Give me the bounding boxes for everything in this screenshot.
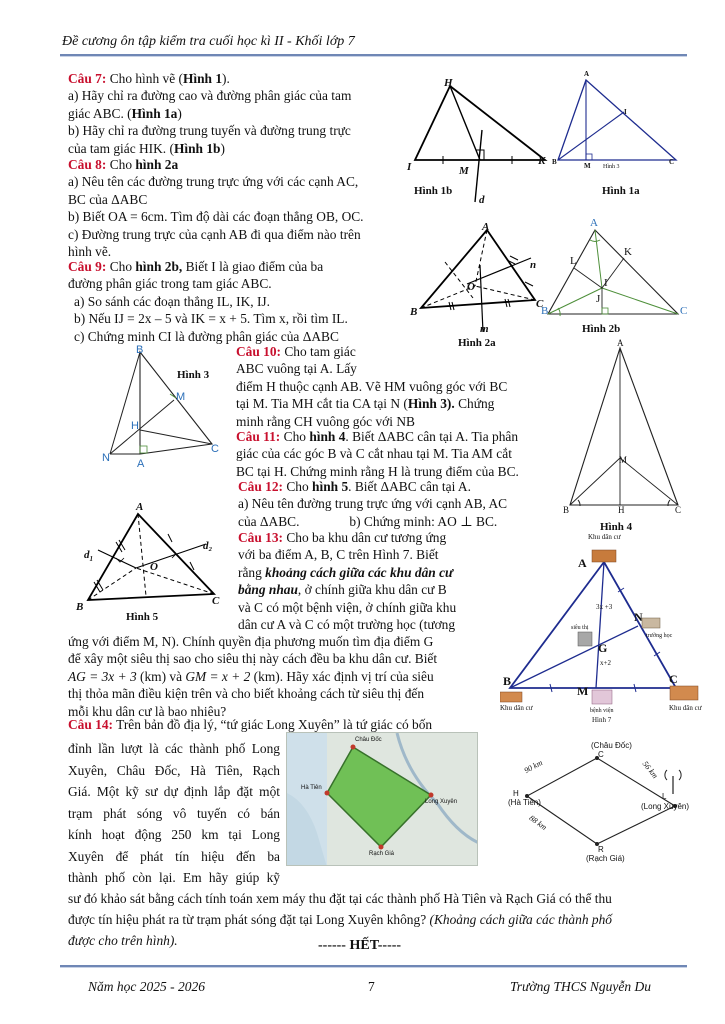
fig3-label-m: M bbox=[176, 391, 186, 403]
q13-text-5: và C có một bệnh viện, ở chính giữa khu bbox=[238, 599, 457, 615]
fig3-label-n: N bbox=[102, 452, 110, 464]
fig7-label-m: M bbox=[577, 684, 589, 698]
q14-note: (Khoảng cách giữa các thành phố bbox=[426, 912, 612, 927]
question-7 bbox=[68, 70, 398, 157]
q7-fig-1b-ref: Hình 1b bbox=[173, 140, 221, 156]
q7-text-end: ). bbox=[222, 71, 230, 86]
fig7-label-g: G bbox=[598, 641, 608, 655]
q7-part-b: b) Hãy chỉ ra đường trung tuyến và đường trung trực bbox=[68, 123, 351, 139]
q14-text-3: Xuyên, Châu Đốc, Hà Tiên, Rạch bbox=[68, 762, 280, 778]
fig7-hospital-label: bệnh viện bbox=[590, 708, 614, 714]
fig3-label-h: H bbox=[131, 420, 139, 432]
fig1a-label-a: A bbox=[584, 70, 590, 78]
q9-part-a: a) So sánh các đoạn thẳng IL, IK, IJ. bbox=[74, 293, 270, 309]
q14-text-9: sư đó khảo sát bằng cách tính toán xem máy thu đặt tại các thành phố Hà Tiên và Rạch Giá có thể thu bbox=[68, 891, 612, 906]
fig1a-caption: Hình 1a bbox=[602, 185, 640, 197]
fig2b-label-k: K bbox=[624, 246, 632, 258]
question-9 bbox=[68, 258, 398, 345]
q10-text-4-end: Chứng bbox=[454, 396, 495, 412]
fig1b-caption: Hình 1b bbox=[414, 185, 453, 197]
q9-part-c: c) Chứng minh CI là đường phân giác của ΔABC bbox=[74, 328, 339, 344]
diag-label-h: H bbox=[513, 789, 519, 798]
diag-label-longxuyen: (Long Xuyên) bbox=[641, 802, 690, 811]
q14-text-2: đỉnh lần lượt là các thành phố Long bbox=[68, 741, 280, 756]
q11-text-3: BC tại H. Chứng minh rằng H là trung điểm của BC. bbox=[236, 463, 519, 479]
header-rule bbox=[60, 54, 687, 57]
q10-text-3: điểm H thuộc cạnh AB. Vẽ HM vuông góc với BC bbox=[236, 378, 508, 394]
q13-label: Câu 13: bbox=[238, 530, 284, 545]
q14-text: Trên bản đồ địa lý, “tứ giác Long Xuyên” là tứ giác có bốn bbox=[116, 717, 433, 732]
fig3-label-c: C bbox=[211, 443, 219, 455]
q10-text: Cho tam giác bbox=[284, 344, 356, 359]
fig2b-label-b: B bbox=[541, 305, 549, 317]
q9-text-end: Biết I là giao điểm của ba bbox=[182, 259, 324, 274]
fig5-caption: Hình 5 bbox=[126, 611, 159, 623]
figure-7 bbox=[500, 548, 710, 728]
fig2b-label-a: A bbox=[590, 217, 598, 229]
q7-paren-end: ) bbox=[220, 140, 225, 156]
fig1b-label-i: I bbox=[407, 161, 412, 173]
fig2a-label-b: B bbox=[410, 306, 418, 318]
map-label-chaudoc: Châu Đốc bbox=[355, 737, 382, 743]
fig3-label-b: B bbox=[136, 344, 144, 356]
q14-text-7: Xuyên để phát tín hiệu đến ba bbox=[68, 848, 280, 864]
diag-dist-90: 90 km bbox=[522, 758, 544, 776]
q7-part-b-cont: của tam giác HIK. ( bbox=[68, 140, 174, 156]
q7-paren: ) bbox=[177, 105, 182, 121]
q11-text-end: . Biết ΔABC cân tại A. Tia phân bbox=[345, 429, 519, 444]
question-10 bbox=[236, 343, 556, 430]
diag-label-c: C bbox=[598, 750, 604, 759]
q11-label: Câu 11: bbox=[236, 429, 281, 444]
q8-part-a: a) Nêu tên các đường trung trực ứng với các cạnh AC, bbox=[68, 174, 359, 190]
q14-text-10: được tín hiệu phát ra từ trạm phát sóng đặt tại Long Xuyên không? bbox=[68, 912, 427, 927]
fig4-label-b: B bbox=[563, 505, 570, 515]
q13-text-7: ứng với điểm M, N). Chính quyền địa phương muốn tìm địa điểm G bbox=[68, 634, 434, 649]
q9-label: Câu 9: bbox=[68, 259, 107, 274]
question-13-bottom bbox=[68, 633, 498, 720]
footer-school: Trường THCS Nguyễn Du bbox=[510, 979, 651, 994]
fig1b-label-h: H bbox=[444, 77, 453, 89]
q12-part-a-cont: của ΔABC. bbox=[238, 513, 300, 529]
q13-emphasis: khoảng cách giữa các khu dân cư bbox=[265, 564, 454, 580]
fig1a-label-i: I bbox=[624, 108, 627, 116]
q14-text-8: thành phố còn lại. Em hãy giúp kỹ bbox=[68, 870, 280, 885]
diag-dist-88: 88 km bbox=[527, 813, 549, 832]
q13-formula-ag: AG = 3x + 3 bbox=[68, 668, 137, 684]
q10-text-4: tại M. Tia MH cắt tia CA tại N ( bbox=[236, 396, 408, 412]
q8-part-a-cont: BC của ΔABC bbox=[68, 191, 148, 207]
fig5-d1-sub: 1 bbox=[89, 555, 93, 564]
fig7-label-b: B bbox=[503, 674, 512, 688]
fig2b-caption: Hình 2b bbox=[582, 323, 621, 335]
figure-5 bbox=[80, 502, 230, 614]
fig7-gm-label: x+2 bbox=[600, 659, 611, 667]
fig2a-caption: Hình 2a bbox=[458, 337, 496, 349]
question-8 bbox=[68, 156, 398, 261]
end-marker: ------ HẾT----- bbox=[318, 938, 402, 953]
fig7-market-label: siêu thị bbox=[571, 625, 589, 631]
fig1b-label-d: d bbox=[479, 194, 485, 206]
q7-fig-ref: Hình 1 bbox=[182, 71, 223, 86]
page-number: 7 bbox=[368, 979, 375, 994]
q12-text-end: . Biết ΔABC cân tại A. bbox=[348, 479, 471, 494]
question-14-first bbox=[68, 716, 498, 733]
q10-text-2: ABC vuông tại A. Lấy bbox=[236, 361, 357, 377]
diag-label-rachgia: (Rạch Giá) bbox=[586, 854, 625, 863]
fig7-top-label: Khu dân cư bbox=[588, 533, 621, 541]
fig2b-label-i: I bbox=[604, 277, 608, 289]
fig1b-label-k: K bbox=[538, 155, 546, 167]
q12-label: Câu 12: bbox=[238, 479, 284, 494]
q11-text-2: giác của các góc B và C cắt nhau tại M. Tia AM cắt bbox=[236, 446, 512, 462]
fig2a-label-c: C bbox=[536, 298, 544, 310]
q14-text-5: trạm phát sóng vô tuyến có bán bbox=[68, 805, 280, 821]
diag-dist-56: 56 km bbox=[640, 759, 660, 781]
q13-text: Cho ba khu dân cư tương ứng bbox=[286, 530, 447, 545]
question-13-top bbox=[238, 529, 508, 634]
map-label-hatien: Hà Tiên bbox=[301, 785, 322, 791]
q12-fig-ref: hình 5 bbox=[312, 479, 349, 494]
fig1a-label-m: M bbox=[584, 162, 591, 170]
fig5-d1-letter: d bbox=[84, 549, 90, 561]
fig2a-label-o: O bbox=[467, 281, 475, 293]
q14-text-4: Giá. Một kỹ sư dự định lắp đặt một bbox=[68, 784, 280, 799]
q8-part-c-cont: hình vẽ. bbox=[68, 244, 112, 260]
fig5-label-d1 bbox=[84, 548, 93, 564]
q13-text-4: , ở chính giữa khu dân cư B bbox=[297, 582, 447, 598]
footer-year: Năm học 2025 - 2026 bbox=[88, 979, 205, 994]
q13-text-3: rằng bbox=[238, 564, 262, 580]
diag-label-l: L bbox=[662, 792, 667, 801]
diag-label-chaudoc: (Châu Đốc) bbox=[591, 741, 632, 750]
fig3-label-a: A bbox=[137, 458, 145, 470]
question-11 bbox=[236, 428, 556, 480]
fig7-right-label: Khu dân cư bbox=[669, 704, 702, 712]
fig4-label-h: H bbox=[618, 505, 625, 515]
q11-text: Cho bbox=[283, 429, 310, 444]
q13-text-8: để xây một siêu thị sao cho siêu thị này cách đều ba khu dân cư. Biết bbox=[68, 651, 438, 667]
map-image bbox=[286, 732, 478, 866]
fig3-caption: Hình 3 bbox=[177, 369, 210, 381]
fig2a-label-a: A bbox=[482, 221, 490, 233]
q8-part-c: c) Đường trung trực của cạnh AB đi qua điểm nào trên bbox=[68, 226, 361, 242]
q12-part-b: b) Chứng minh: AO ⊥ BC. bbox=[349, 513, 498, 529]
q13-text-10: thị thỏa mãn điều kiện trên và cho biết khoảng cách từ siêu thị đến bbox=[68, 686, 425, 702]
q10-label: Câu 10: bbox=[236, 344, 282, 359]
q7-part-a: a) Hãy chỉ ra đường cao và đường phân giác của tam bbox=[68, 88, 352, 104]
fig2b-label-l: L bbox=[570, 255, 577, 267]
fig7-label-c: C bbox=[669, 672, 678, 686]
q13-text-11: mỗi khu dân cư là bao nhiêu? bbox=[68, 703, 227, 719]
footer-rule bbox=[60, 965, 687, 968]
q10-fig-ref: Hình 3). bbox=[407, 396, 455, 412]
q9-fig-ref: hình 2b, bbox=[135, 259, 183, 274]
fig7-ag-label: 3x +3 bbox=[596, 603, 613, 611]
q12-part-a: a) Nêu tên đường trung trực ứng với cạnh AB, AC bbox=[238, 496, 508, 512]
q9-part-b: b) Nếu IJ = 2x – 5 và IK = x + 5. Tìm x, rồi tìm IL. bbox=[74, 311, 348, 327]
fig7-left-label: Khu dân cư bbox=[500, 704, 533, 712]
fig5-label-c: C bbox=[212, 595, 220, 607]
q13-text-6: dân cư A và C có một trường học (tương bbox=[238, 617, 456, 633]
q14-note-end: được cho trên hình). bbox=[68, 933, 178, 948]
fig1b-label-m: M bbox=[459, 165, 469, 177]
fig4-label-c: C bbox=[675, 505, 682, 515]
q8-text: Cho bbox=[109, 157, 136, 172]
q13-formula-gm: GM = x + 2 bbox=[185, 668, 251, 684]
question-12 bbox=[238, 478, 558, 530]
q14-label: Câu 14: bbox=[68, 717, 114, 732]
q12-text: Cho bbox=[286, 479, 313, 494]
q7-label: Câu 7: bbox=[68, 71, 107, 86]
q14-text-6: kính hoạt động 250 km tại Long bbox=[68, 827, 280, 842]
fig5-label-a: A bbox=[136, 501, 144, 513]
q11-fig-ref: hình 4 bbox=[309, 429, 346, 444]
q7-fig-1a-ref: Hình 1a bbox=[131, 105, 178, 121]
fig2b-label-c: C bbox=[680, 305, 688, 317]
figure-2b bbox=[540, 218, 690, 326]
diag-label-hatien: (Hà Tiên) bbox=[508, 798, 541, 807]
fig7-label-n: N bbox=[634, 610, 643, 624]
fig5-label-o: O bbox=[150, 561, 158, 573]
fig7-label-a: A bbox=[578, 556, 587, 570]
q9-text-cont: đường phân giác trong tam giác ABC. bbox=[68, 276, 272, 292]
diag-label-r: R bbox=[598, 845, 604, 854]
map-label-rachgia: Rạch Giá bbox=[369, 851, 395, 857]
q8-label: Câu 8: bbox=[68, 157, 107, 172]
q9-text: Cho bbox=[109, 259, 136, 274]
q7-text: Cho hình vẽ ( bbox=[109, 71, 183, 86]
fig7-school-label: trường học bbox=[646, 633, 673, 639]
q8-fig-ref: hình 2a bbox=[135, 157, 179, 172]
q13-emphasis-2: bằng nhau bbox=[238, 582, 298, 598]
fig4-label-m: M bbox=[619, 455, 628, 465]
figure-4 bbox=[560, 340, 690, 515]
page-header: Đề cương ôn tập kiểm tra cuối học kì II - Khối lớp 7 bbox=[62, 34, 355, 49]
q13-text-2: với ba điểm A, B, C trên Hình 7. Biết bbox=[238, 547, 439, 563]
q7-part-a-cont: giác ABC. ( bbox=[68, 105, 132, 121]
q8-part-b: b) Biết OA = 6cm. Tìm độ dài các đoạn thẳng OB, OC. bbox=[68, 209, 364, 225]
fig2b-label-j: J bbox=[596, 293, 601, 305]
fig5-label-d2: d₂ bbox=[203, 540, 213, 552]
fig1a-label-c: C bbox=[669, 158, 675, 166]
fig5-label-b: B bbox=[76, 601, 84, 613]
fig1a-label-b: B bbox=[552, 158, 557, 166]
fig2a-label-m: m bbox=[480, 323, 489, 335]
q13-text-9: (km) và bbox=[136, 668, 186, 684]
q10-text-5: minh rằng CH vuông góc với NB bbox=[236, 413, 415, 429]
fig4-label-a: A bbox=[617, 338, 624, 348]
fig7-caption: Hình 7 bbox=[592, 716, 612, 724]
question-14-column bbox=[68, 738, 280, 889]
map-label-longxuyen: Long Xuyên bbox=[425, 799, 458, 805]
q13-text-9-end: (km). Hãy xác định vị trí của siêu bbox=[250, 668, 434, 684]
fig2a-label-n: n bbox=[530, 259, 537, 271]
fig1a-inner-caption: Hình 3 bbox=[603, 164, 620, 170]
fig4-caption: Hình 4 bbox=[600, 521, 633, 533]
